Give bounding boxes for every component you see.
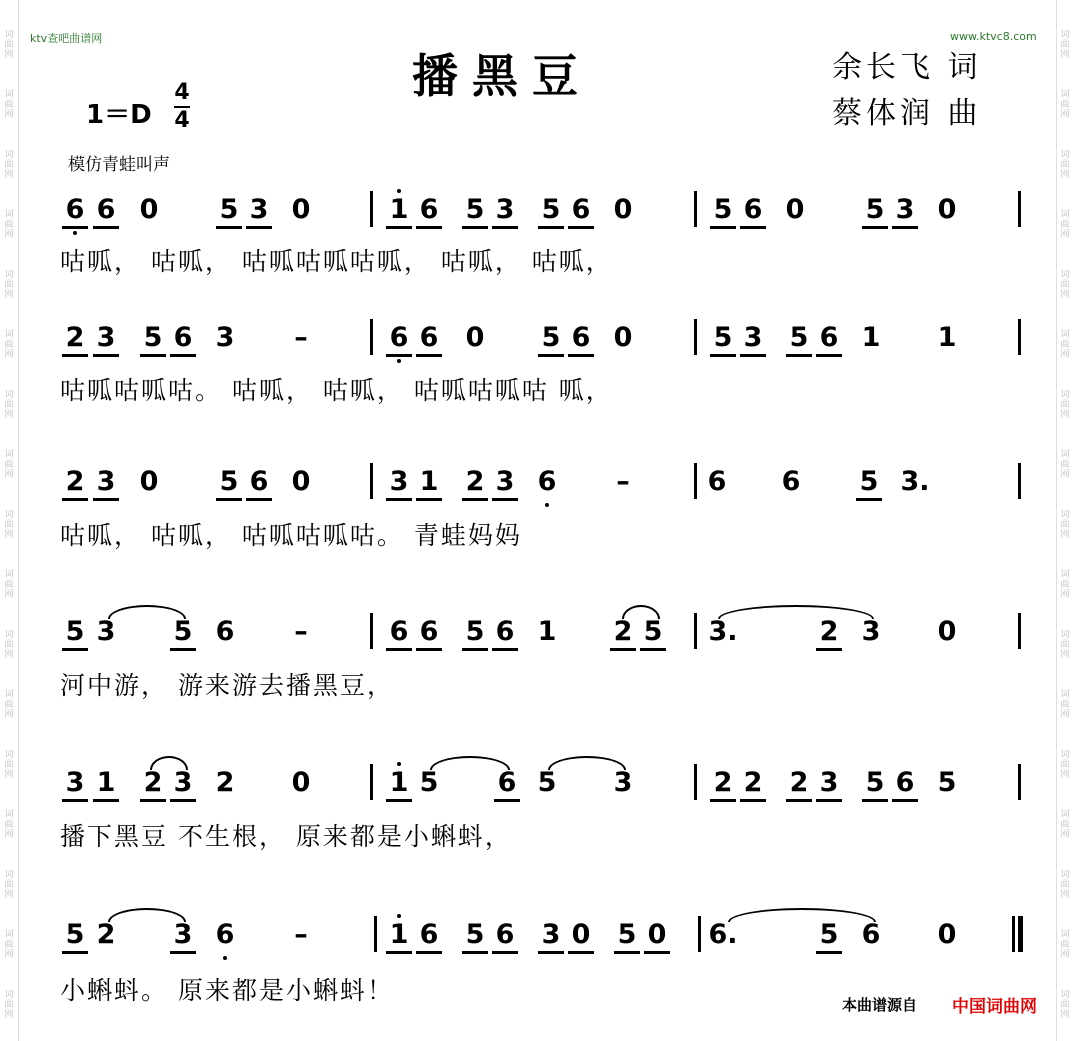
bar-line <box>370 319 373 355</box>
score-note: 3. <box>708 616 738 647</box>
note-underline <box>786 799 812 802</box>
side-watermark-text: 词 曲 网 <box>1060 510 1070 540</box>
bar-line <box>374 916 377 952</box>
score-note: 6 <box>819 322 839 353</box>
slur-tie <box>548 756 626 770</box>
score-note: 6 <box>249 466 269 497</box>
score-note: 6 <box>495 919 515 950</box>
score-note: 0 <box>785 194 805 225</box>
score-note: 3 <box>819 767 839 798</box>
score-note: 2 <box>743 767 763 798</box>
side-watermark-text: 词 曲 网 <box>1060 210 1070 240</box>
note-underline <box>62 498 88 501</box>
note-underline <box>740 799 766 802</box>
score-note: 6 <box>895 767 915 798</box>
side-watermark-text: 词 曲 网 <box>1060 630 1070 660</box>
score-note: 5 <box>465 919 485 950</box>
note-underline <box>62 354 88 357</box>
score-note: 3 <box>495 194 515 225</box>
slur-tie <box>430 756 510 770</box>
score-note: 3 <box>173 767 193 798</box>
score-note: 5 <box>643 616 663 647</box>
score-note: 0 <box>291 194 311 225</box>
side-watermark-text: 词 曲 网 <box>4 30 14 60</box>
score-note: 5 <box>537 767 557 798</box>
slur-tie <box>622 605 660 619</box>
score-note: 0 <box>937 194 957 225</box>
side-watermark-text: 词 曲 网 <box>4 450 14 480</box>
note-underline <box>93 354 119 357</box>
score-note: 1 <box>861 322 881 353</box>
score-note: 3 <box>65 767 85 798</box>
score-note: 5 <box>819 919 839 950</box>
score-note: 2 <box>215 767 235 798</box>
score-note: 5 <box>789 322 809 353</box>
note-underline <box>538 354 564 357</box>
note-underline <box>710 799 736 802</box>
score-note: 5 <box>143 322 163 353</box>
score-note: 2 <box>789 767 809 798</box>
score-note: 2 <box>96 919 116 950</box>
bar-line <box>370 463 373 499</box>
composer-credit: 蔡体润 曲 <box>832 96 982 131</box>
watermark-top-right: www.ktvc8.com <box>950 30 1037 43</box>
high-octave-dot <box>397 189 401 193</box>
note-underline <box>786 354 812 357</box>
side-watermark-text: 词 曲 网 <box>4 330 14 360</box>
score-note: – <box>294 322 308 353</box>
score-note: 6 <box>571 322 591 353</box>
side-watermark-text: 词 曲 网 <box>4 390 14 420</box>
score-note: 5 <box>617 919 637 950</box>
score-note: 3 <box>215 322 235 353</box>
side-watermark-text: 词 曲 网 <box>4 210 14 240</box>
note-underline <box>740 354 766 357</box>
score-note: – <box>294 616 308 647</box>
score-note: 6 <box>389 616 409 647</box>
high-octave-dot <box>397 914 401 918</box>
side-watermark-text: 词 曲 网 <box>1060 90 1070 120</box>
lyricist-credit: 余长飞 词 <box>832 50 982 85</box>
score-note: 5 <box>937 767 957 798</box>
bar-line <box>694 613 697 649</box>
score-note: – <box>616 466 630 497</box>
slur-tie <box>108 908 186 922</box>
score-note: 3 <box>895 194 915 225</box>
bar-line <box>694 463 697 499</box>
key-signature: 1＝D <box>86 100 152 130</box>
note-underline <box>568 354 594 357</box>
note-underline <box>494 799 520 802</box>
note-underline <box>246 498 272 501</box>
note-underline <box>862 226 888 229</box>
side-watermark-text: 词 曲 网 <box>1060 150 1070 180</box>
score-note: 6 <box>419 919 439 950</box>
score-note: 6 <box>861 919 881 950</box>
score-note: 3 <box>173 919 193 950</box>
note-underline <box>62 226 88 229</box>
score-note: 5 <box>865 194 885 225</box>
song-title: 播黑豆 <box>412 49 592 103</box>
score-note: 1 <box>537 616 557 647</box>
note-underline <box>416 951 442 954</box>
bar-line <box>370 613 373 649</box>
score-note: 3 <box>613 767 633 798</box>
score-note: 6 <box>743 194 763 225</box>
note-underline <box>62 648 88 651</box>
score-note: 5 <box>173 616 193 647</box>
note-underline <box>62 799 88 802</box>
time-signature-top: 4 <box>174 80 190 105</box>
left-margin-line <box>18 0 19 1041</box>
slur-tie <box>150 756 188 770</box>
note-underline <box>568 951 594 954</box>
score-note: 2 <box>819 616 839 647</box>
score-note: 1 <box>389 194 409 225</box>
slur-tie <box>718 605 874 619</box>
side-watermark-text: 词 曲 网 <box>1060 270 1070 300</box>
note-underline <box>538 951 564 954</box>
score-note: 5 <box>219 466 239 497</box>
note-underline <box>710 354 736 357</box>
score-note: 6 <box>419 616 439 647</box>
note-underline <box>710 226 736 229</box>
bar-line <box>1018 463 1021 499</box>
score-note: 6 <box>497 767 517 798</box>
note-underline <box>614 951 640 954</box>
side-watermark-text: 词 曲 网 <box>1060 390 1070 420</box>
note-underline <box>386 951 412 954</box>
time-signature-bottom: 4 <box>174 108 190 133</box>
note-underline <box>93 799 119 802</box>
score-note: 6 <box>389 322 409 353</box>
score-note: 1 <box>937 322 957 353</box>
score-note: 2 <box>713 767 733 798</box>
score-note: 6 <box>571 194 591 225</box>
score-note: 6 <box>173 322 193 353</box>
performance-note: 模仿青蛙叫声 <box>68 155 170 175</box>
score-note: 0 <box>291 466 311 497</box>
note-underline <box>170 354 196 357</box>
note-underline <box>462 951 488 954</box>
score-note: 5 <box>219 194 239 225</box>
score-note: 1 <box>389 767 409 798</box>
low-octave-dot <box>397 359 401 363</box>
note-underline <box>416 226 442 229</box>
high-octave-dot <box>397 762 401 766</box>
side-watermark-text: 词 曲 网 <box>4 270 14 300</box>
score-note: 5 <box>465 194 485 225</box>
side-watermark-text: 词 曲 网 <box>1060 990 1070 1020</box>
side-watermark-text: 词 曲 网 <box>4 810 14 840</box>
note-underline <box>462 226 488 229</box>
score-note: 5 <box>465 616 485 647</box>
bar-line <box>694 764 697 800</box>
note-underline <box>640 648 666 651</box>
bar-line <box>1012 916 1015 952</box>
score-note: 2 <box>465 466 485 497</box>
note-underline <box>416 648 442 651</box>
side-watermark-text: 词 曲 网 <box>4 930 14 960</box>
score-note: 5 <box>65 616 85 647</box>
score-note: 3 <box>389 466 409 497</box>
note-underline <box>492 498 518 501</box>
note-underline <box>93 226 119 229</box>
lyric-line-2: 咕呱咕呱咕。 咕呱， 咕呱， 咕呱咕呱咕 呱， <box>60 376 613 405</box>
side-watermark-text: 词 曲 网 <box>1060 450 1070 480</box>
side-watermark-text: 词 曲 网 <box>1060 930 1070 960</box>
score-note: 2 <box>65 322 85 353</box>
score-note: 5 <box>859 466 879 497</box>
side-watermark-text: 词 曲 网 <box>4 630 14 660</box>
score-note: – <box>294 919 308 950</box>
bar-line <box>1018 916 1023 952</box>
note-underline <box>462 648 488 651</box>
right-margin-line <box>1056 0 1057 1041</box>
note-underline <box>816 951 842 954</box>
note-underline <box>140 799 166 802</box>
score-note: 3 <box>96 616 116 647</box>
footer-source-label: 本曲谱源自 <box>842 996 918 1014</box>
side-watermark-text: 词 曲 网 <box>4 570 14 600</box>
note-underline <box>170 648 196 651</box>
score-note: 3 <box>541 919 561 950</box>
score-note: 5 <box>419 767 439 798</box>
note-underline <box>568 226 594 229</box>
score-note: 1 <box>419 466 439 497</box>
low-octave-dot <box>545 503 549 507</box>
score-note: 6 <box>215 919 235 950</box>
bar-line <box>1018 613 1021 649</box>
note-underline <box>462 498 488 501</box>
lyric-line-4: 河中游， 游来游去播黑豆， <box>60 671 394 700</box>
note-underline <box>892 226 918 229</box>
score-note: 0 <box>139 194 159 225</box>
score-note: 6 <box>419 322 439 353</box>
side-watermark-text: 词 曲 网 <box>4 750 14 780</box>
note-underline <box>862 799 888 802</box>
score-note: 0 <box>465 322 485 353</box>
score-note: 5 <box>541 322 561 353</box>
note-underline <box>816 354 842 357</box>
note-underline <box>492 951 518 954</box>
lyric-line-6: 小蝌蚪。 原来都是小蝌蚪！ <box>60 976 394 1005</box>
bar-line <box>370 191 373 227</box>
note-underline <box>386 799 412 802</box>
score-note: 3 <box>495 466 515 497</box>
score-note: 5 <box>713 194 733 225</box>
note-underline <box>140 354 166 357</box>
score-note: 6 <box>537 466 557 497</box>
note-underline <box>856 498 882 501</box>
lyric-line-1: 咕呱， 咕呱， 咕呱咕呱咕呱， 咕呱， 咕呱， <box>60 247 613 276</box>
note-underline <box>170 951 196 954</box>
lyric-line-3: 咕呱， 咕呱， 咕呱咕呱咕。 青蛙妈妈 <box>60 521 522 550</box>
score-note: 6 <box>419 194 439 225</box>
score-note: 0 <box>613 322 633 353</box>
watermark-top-left: ktv查吧曲谱网 <box>30 32 103 45</box>
score-note: 0 <box>571 919 591 950</box>
score-note: 3 <box>96 322 116 353</box>
score-note: 2 <box>143 767 163 798</box>
note-underline <box>644 951 670 954</box>
bar-line <box>698 916 701 952</box>
side-watermark-text: 词 曲 网 <box>4 990 14 1020</box>
side-watermark-text: 词 曲 网 <box>1060 810 1070 840</box>
bar-line <box>694 191 697 227</box>
side-watermark-text: 词 曲 网 <box>1060 330 1070 360</box>
note-underline <box>892 799 918 802</box>
note-underline <box>816 648 842 651</box>
bar-line <box>1018 319 1021 355</box>
score-note: 2 <box>65 466 85 497</box>
note-underline <box>62 951 88 954</box>
note-underline <box>492 226 518 229</box>
note-underline <box>246 226 272 229</box>
side-watermark-text: 词 曲 网 <box>1060 750 1070 780</box>
footer-brand: 中国词曲网 <box>952 997 1037 1017</box>
note-underline <box>416 498 442 501</box>
score-note: 6 <box>96 194 116 225</box>
note-underline <box>740 226 766 229</box>
note-underline <box>816 799 842 802</box>
score-note: 0 <box>937 919 957 950</box>
low-octave-dot <box>223 956 227 960</box>
score-note: 6 <box>65 194 85 225</box>
note-underline <box>386 498 412 501</box>
side-watermark-text: 词 曲 网 <box>4 510 14 540</box>
score-note: 6 <box>707 466 727 497</box>
score-note: 2 <box>613 616 633 647</box>
bar-line <box>370 764 373 800</box>
score-note: 0 <box>647 919 667 950</box>
score-note: 3 <box>743 322 763 353</box>
note-underline <box>416 354 442 357</box>
score-note: 5 <box>865 767 885 798</box>
score-note: 6. <box>708 919 738 950</box>
score-note: 1 <box>96 767 116 798</box>
side-watermark-text: 词 曲 网 <box>1060 570 1070 600</box>
score-note: 0 <box>613 194 633 225</box>
score-note: 3 <box>96 466 116 497</box>
lyric-line-5: 播下黑豆 不生根， 原来都是小蝌蚪， <box>60 822 512 851</box>
bar-line <box>1018 191 1021 227</box>
note-underline <box>386 354 412 357</box>
score-note: 0 <box>139 466 159 497</box>
score-note: 3 <box>249 194 269 225</box>
note-underline <box>216 226 242 229</box>
note-underline <box>386 226 412 229</box>
score-note: 3. <box>900 466 930 497</box>
side-watermark-text: 词 曲 网 <box>4 690 14 720</box>
score-note: 0 <box>291 767 311 798</box>
score-note: 5 <box>541 194 561 225</box>
score-note: 1 <box>389 919 409 950</box>
score-note: 6 <box>495 616 515 647</box>
side-watermark-text: 词 曲 网 <box>4 150 14 180</box>
bar-line <box>694 319 697 355</box>
score-note: 6 <box>215 616 235 647</box>
note-underline <box>93 498 119 501</box>
note-underline <box>170 799 196 802</box>
note-underline <box>610 648 636 651</box>
score-note: 5 <box>65 919 85 950</box>
slur-tie <box>728 908 876 922</box>
side-watermark-text: 词 曲 网 <box>4 870 14 900</box>
score-note: 5 <box>713 322 733 353</box>
slur-tie <box>108 605 186 619</box>
note-underline <box>538 226 564 229</box>
side-watermark-text: 词 曲 网 <box>4 90 14 120</box>
side-watermark-text: 词 曲 网 <box>1060 30 1070 60</box>
side-watermark-text: 词 曲 网 <box>1060 870 1070 900</box>
note-underline <box>386 648 412 651</box>
low-octave-dot <box>73 231 77 235</box>
score-note: 0 <box>937 616 957 647</box>
bar-line <box>1018 764 1021 800</box>
note-underline <box>216 498 242 501</box>
note-underline <box>492 648 518 651</box>
score-note: 6 <box>781 466 801 497</box>
side-watermark-text: 词 曲 网 <box>1060 690 1070 720</box>
score-note: 3 <box>861 616 881 647</box>
